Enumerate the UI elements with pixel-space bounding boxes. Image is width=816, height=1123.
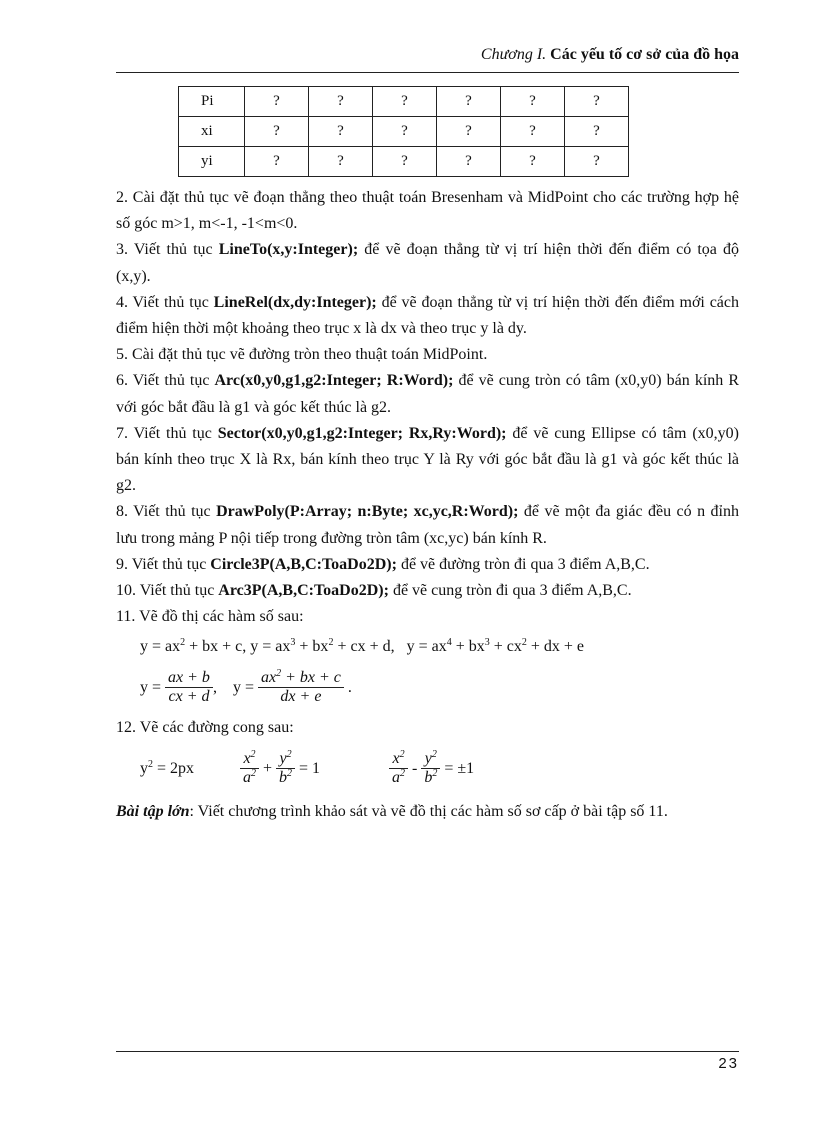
exercise-6: 6. Viết thủ tục Arc(x0,y0,g1,g2:Integer; R:Word); để vẽ cung tròn có tâm (x0,y0) bán kính R với góc bắt đầu là g1 và góc kết thúc là g2.	[116, 372, 739, 416]
table-cell: ?	[245, 117, 309, 147]
table-cell: ?	[501, 117, 565, 147]
table-cell: ?	[501, 147, 565, 177]
exercise-5: 5. Cài đặt thủ tục vẽ đường tròn theo thuật toán MidPoint.	[116, 346, 488, 364]
table-row-label: Pi	[179, 87, 245, 117]
table-cell: ?	[309, 117, 373, 147]
table-row-label: yi	[179, 147, 245, 177]
exercise-11: 11. Vẽ đồ thị các hàm số sau:	[116, 608, 304, 626]
table-cell: ?	[501, 87, 565, 117]
polynomial-equations: $y = ax^2$ + bx + c, $y = ax^3 + bx^2$ + cx + d, $y = ax^4 + bx^3 + cx^2$ + dx + e	[140, 637, 585, 656]
table-cell: ?	[565, 117, 629, 147]
exercise-10: 10. Viết thủ tục Arc3P(A,B,C:ToaDo2D); để vẽ cung tròn đi qua 3 điểm A,B,C.	[116, 582, 632, 600]
exercise-12: 12. Vẽ các đường cong sau:	[116, 718, 294, 736]
table-row	[179, 147, 629, 177]
table-row	[179, 117, 629, 147]
table-cell: ?	[565, 87, 629, 117]
chapter-label: Chương I.	[480, 46, 547, 63]
table-cell: ?	[437, 147, 501, 177]
rational-equations: y = $\frac{ax + b}{cx + d}$ , y = $\frac{ax^2 + bx + c}{dx + e}$ .	[140, 668, 352, 706]
exercise-2: 2. Cài đặt thủ tục vẽ đoạn thẳng theo thuật toán Bresenham và MidPoint cho các trường hợp hệ số góc m>1, m<-1, -1<m<0.	[116, 189, 739, 233]
table-cell: ?	[245, 87, 309, 117]
table-cell: ?	[565, 147, 629, 177]
table-cell: ?	[245, 147, 309, 177]
major-assignment: Bài tập lớn: Viết chương trình khảo sát và vẽ đồ thị các hàm số sơ cấp ở bài tập số 11.	[116, 802, 668, 820]
table-cell: ?	[309, 147, 373, 177]
exercise-4: 4. Viết thủ tục LineRel(dx,dy:Integer); để vẽ đoạn thẳng từ vị trí hiện thời đến điểm mới cách điểm hiện thời một khoảng theo trục x là dx và theo trục y là dy.	[116, 293, 740, 338]
table-row-label: xi	[179, 117, 245, 147]
table-cell: ?	[309, 87, 373, 117]
exercise-list	[116, 185, 739, 825]
page-header	[116, 46, 739, 73]
points-table	[178, 86, 629, 177]
table-cell: ?	[373, 117, 437, 147]
exercise-9: 9. Viết thủ tục Circle3P(A,B,C:ToaDo2D); để vẽ đường tròn đi qua 3 điểm A,B,C.	[116, 555, 650, 573]
exercise-3: 3. Viết thủ tục LineTo(x,y:Integer); để vẽ đoạn thẳng từ vị trí hiện thời đến điểm có tọa độ (x,y).	[116, 241, 739, 285]
table-cell: ?	[373, 147, 437, 177]
page-footer	[116, 1051, 739, 1072]
exercise-8: 8. Viết thủ tục DrawPoly(P:Array; n:Byte; xc,yc,R:Word); để vẽ một đa giác đều có n đỉnh lưu trong mảng P nội tiếp trong đường tròn tâm (xc,yc) bán kính R.	[116, 503, 739, 547]
page-number: 23	[718, 1055, 739, 1072]
exercise-7: 7. Viết thủ tục Sector(x0,y0,g1,g2:Integer; Rx,Ry:Word); để vẽ cung Ellipse có tâm (x0,y0) bán kính theo trục X là Rx, bán kính theo trục Y là Ry với góc bắt đầu là g1 và góc kết thúc là g2.	[116, 424, 739, 495]
table-cell: ?	[437, 117, 501, 147]
table-row	[179, 87, 629, 117]
curve-equations: $y^2 = 2px$ $\frac{x^2}{a^2}$ + $\frac{y^2}{b^2}$ = 1 $\frac{x^2}{a^2}$ - $\frac{y^2}{b^2}$ = ±1	[140, 749, 475, 787]
chapter-title: Các yếu tố cơ sở của đồ họa	[550, 46, 739, 63]
table-cell: ?	[373, 87, 437, 117]
table-cell: ?	[437, 87, 501, 117]
